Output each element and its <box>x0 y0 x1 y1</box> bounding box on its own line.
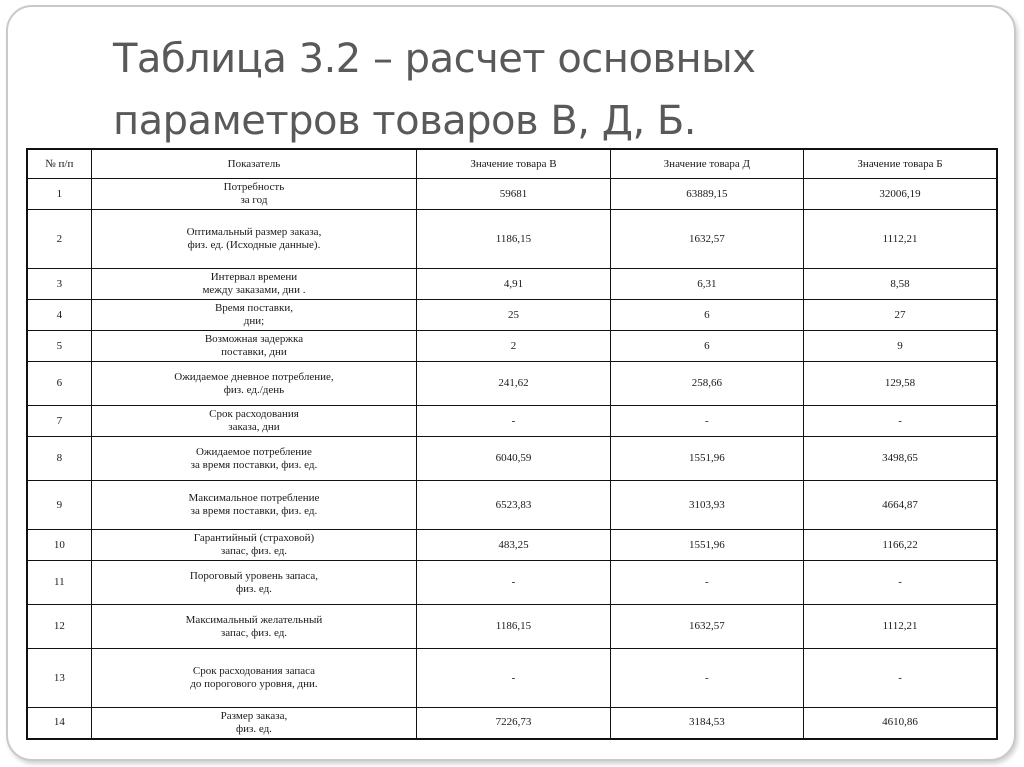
table-row <box>27 331 997 362</box>
row-value-d: - <box>610 406 803 437</box>
row-value-d: - <box>610 561 803 605</box>
table-row <box>27 300 997 331</box>
row-value-b: 3498,65 <box>804 437 997 481</box>
row-value-v: 1186,15 <box>417 605 610 649</box>
row-value-v: - <box>417 649 610 708</box>
row-num: 5 <box>27 331 91 362</box>
table-row <box>27 179 997 210</box>
row-value-b: 1112,21 <box>804 210 997 269</box>
header-indicator: Показатель <box>91 149 417 179</box>
row-value-b: 4664,87 <box>804 481 997 530</box>
row-value-d: 1632,57 <box>610 605 803 649</box>
table-row <box>27 210 997 269</box>
row-indicator: Интервал времени между заказами, дни . <box>91 269 417 300</box>
slide-title-line-1: Таблица 3.2 – расчет основных <box>113 36 756 82</box>
slide-title <box>113 28 973 152</box>
row-value-v: 25 <box>417 300 610 331</box>
parameters-table <box>26 148 998 740</box>
row-value-b: 1112,21 <box>804 605 997 649</box>
table-row <box>27 649 997 708</box>
row-indicator: Гарантийный (страховой) запас, физ. ед. <box>91 530 417 561</box>
table-row <box>27 362 997 406</box>
row-indicator: Максимальный желательный запас, физ. ед. <box>91 605 417 649</box>
table-row <box>27 406 997 437</box>
row-indicator: Срок расходования запаса до порогового уровня, дни. <box>91 649 417 708</box>
row-value-d: 6,31 <box>610 269 803 300</box>
row-value-v: 483,25 <box>417 530 610 561</box>
row-value-b: 8,58 <box>804 269 997 300</box>
row-num: 14 <box>27 708 91 739</box>
row-indicator: Время поставки, дни; <box>91 300 417 331</box>
row-value-d: 3184,53 <box>610 708 803 739</box>
header-num: № п/п <box>27 149 91 179</box>
row-value-b: 27 <box>804 300 997 331</box>
row-num: 6 <box>27 362 91 406</box>
row-num: 7 <box>27 406 91 437</box>
row-num: 13 <box>27 649 91 708</box>
header-value-v: Значение товара В <box>417 149 610 179</box>
row-value-b: 129,58 <box>804 362 997 406</box>
row-value-v: 2 <box>417 331 610 362</box>
row-value-d: 3103,93 <box>610 481 803 530</box>
row-value-v: 6523,83 <box>417 481 610 530</box>
row-value-d: 1632,57 <box>610 210 803 269</box>
row-value-v: 59681 <box>417 179 610 210</box>
row-indicator: Оптимальный размер заказа, физ. ед. (Исходные данные). <box>91 210 417 269</box>
row-value-v: 1186,15 <box>417 210 610 269</box>
row-value-v: - <box>417 561 610 605</box>
row-indicator: Возможная задержка поставки, дни <box>91 331 417 362</box>
row-indicator: Размер заказа, физ. ед. <box>91 708 417 739</box>
row-value-d: 63889,15 <box>610 179 803 210</box>
row-indicator: Ожидаемое дневное потребление, физ. ед./день <box>91 362 417 406</box>
row-indicator: Ожидаемое потребление за время поставки, физ. ед. <box>91 437 417 481</box>
row-value-v: - <box>417 406 610 437</box>
row-value-d: 6 <box>610 300 803 331</box>
row-num: 11 <box>27 561 91 605</box>
row-value-d: 258,66 <box>610 362 803 406</box>
table-header-row <box>27 149 997 179</box>
row-value-b: 9 <box>804 331 997 362</box>
row-indicator: Максимальное потребление за время поставки, физ. ед. <box>91 481 417 530</box>
slide-title-line-2: параметров товаров В, Д, Б. <box>113 98 697 144</box>
header-value-b: Значение товара Б <box>804 149 997 179</box>
row-value-d: 1551,96 <box>610 437 803 481</box>
table-row <box>27 530 997 561</box>
row-value-b: - <box>804 649 997 708</box>
row-value-v: 7226,73 <box>417 708 610 739</box>
row-indicator: Потребность за год <box>91 179 417 210</box>
row-value-d: 1551,96 <box>610 530 803 561</box>
table-row <box>27 481 997 530</box>
row-num: 10 <box>27 530 91 561</box>
row-value-v: 6040,59 <box>417 437 610 481</box>
row-indicator: Пороговый уровень запаса, физ. ед. <box>91 561 417 605</box>
row-num: 8 <box>27 437 91 481</box>
table-row <box>27 605 997 649</box>
row-num: 2 <box>27 210 91 269</box>
row-value-b: 4610,86 <box>804 708 997 739</box>
table-row <box>27 561 997 605</box>
table-row <box>27 437 997 481</box>
header-value-d: Значение товара Д <box>610 149 803 179</box>
row-num: 3 <box>27 269 91 300</box>
row-num: 9 <box>27 481 91 530</box>
row-value-d: - <box>610 649 803 708</box>
row-value-b: 32006,19 <box>804 179 997 210</box>
row-value-d: 6 <box>610 331 803 362</box>
row-value-v: 241,62 <box>417 362 610 406</box>
row-value-b: - <box>804 406 997 437</box>
row-indicator: Срок расходования заказа, дни <box>91 406 417 437</box>
row-num: 1 <box>27 179 91 210</box>
table-row <box>27 269 997 300</box>
row-value-b: - <box>804 561 997 605</box>
row-num: 4 <box>27 300 91 331</box>
row-value-b: 1166,22 <box>804 530 997 561</box>
row-num: 12 <box>27 605 91 649</box>
row-value-v: 4,91 <box>417 269 610 300</box>
table-row <box>27 708 997 739</box>
